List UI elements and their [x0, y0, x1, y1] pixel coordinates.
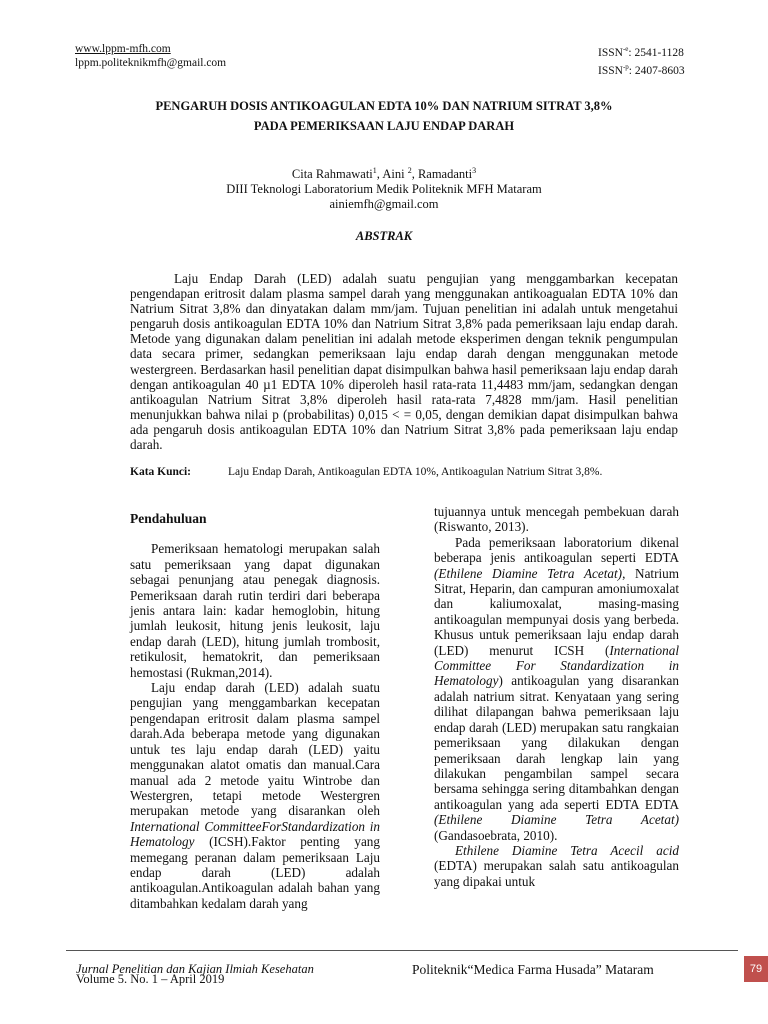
keywords [130, 466, 678, 478]
paragraph-2: Laju endap darah (LED) adalah suatu pengujian yang menggambarkan kecepatan pengendapan eritrosit dalam plasma sampel darah.Ada beberapa metode yang digunakan untuk tes laju endap darah (LED) yaitu menggunakan alatot omatis dan manual.Cara manual ada 2 metode yaitu Wintrobe dan Westergren, tetapi metode Westergren merupakan metode yang disarankan oleh International CommitteeForStandardization in Hematology (ICSH).Faktor penting yang memegang peranan dalam pemeriksaan Laju endap darah (LED) adalah antikoagulan.Antikoagulan adalah bahan yang ditambahkan kedalam darah yang [130, 680, 380, 911]
keywords-label: Kata Kunci: [130, 466, 192, 478]
author-affiliation: DIII Teknologi Laboratorium Medik Politeknik MFH Mataram [226, 182, 542, 197]
footer-journal: Jurnal Penelitian dan Kajian Ilmiah Kesehatan [76, 962, 314, 976]
abstract-text: Laju Endap Darah (LED) adalah suatu pengujian yang menggambarkan kecepatan pengendapan eritrosit dalam plasma sampel darah yang menggunakan antikoagualan EDTA 10% dan Natrium Sitrat 3,8% dan dinyatakan dalam mm/jam. Tujuan penelitian ini adalah untuk mengetahui pengaruh dosis antikoagulan EDTA 10% dan Natrium Sitrat 3,8% pada pemeriksaan laju endap darah. Metode yang digunakan dalam penelitian ini adalah metode eksperimen dengan teknik pengumpulan data secara primer, sedangkan pemeriksaan laju endap darah dengan menggunakan metode westergreen. Berdasarkan hasil penelitian dapat disimpulkan bahwa hasil pemeriksaan laju endap darah dengan antikoagulan 40 µ1 EDTA 10% diperoleh hasil rata-rata 11,4483 mm/jam, sedangkan dengan antikoagulan Natrium Sitrat 3,8% diperoleh hasil rata-rata 7,4828 mm/jam. Hasil penelitian menunjukkan bahwa nilai p (probabilitas) 0,015 < = 0,05, dengan demikian dapat disimpulkan bahwa ada pengaruh dosis antikoagulan EDTA 10% dan Natrium Sitrat 3,8% pada pemeriksaan laju endap darah. [130, 271, 678, 453]
paragraph-4: Ethilene Diamine Tetra Acecil acid (EDTA) merupakan salah satu antikoagulan yang dipakai untuk [434, 842, 679, 889]
section-heading: Pendahuluan [130, 511, 207, 526]
title-line-1: PENGARUH DOSIS ANTIKOAGULAN EDTA 10% DAN NATRIUM SITRAT 3,8% [155, 99, 613, 113]
footer-institution: Politeknik“Medica Farma Husada” Mataram [412, 962, 654, 977]
paragraph-1: Pemeriksaan hematologi merupakan salah satu pemeriksaan yang dapat digunakan sebagai penunjang atau penegak diagnosis. Pemeriksaan darah rutin terdiri dari beberapa jenis antara lain: kadar hemoglobin, hitung jumlah leukosit, hitung jenis leukosit, laju endap darah (LED), hitung jumlah trombosit, retikulosit, hematokrit, dan pemeriksaan hemostasi (Rukman,2014). [130, 541, 380, 680]
keywords-list: Laju Endap Darah, Antikoagulan EDTA 10%, Antikoagulan Natrium Sitrat 3,8%. [228, 466, 603, 478]
abstract-heading: ABSTRAK [355, 229, 413, 243]
footer-rule [66, 950, 738, 951]
author-block [100, 163, 668, 212]
body-column-left [130, 511, 380, 911]
issn-electronic: $ISSN^{-e}$: 2541-1128 [598, 45, 684, 59]
paragraph-2-continued: tujuannya untuk mencegah pembekuan darah (Riswanto, 2013). [434, 504, 679, 535]
paper-title [100, 96, 668, 136]
paragraph-3: Pada pemeriksaan laboratorium dikenal beberapa jenis antikoagulan seperti EDTA (Ethilene Diamine Tetra Acetat), Natrium Sitrat, Heparin, dan campuran amoniumoxalat dan kaliumoxalat, masing-masing antikoagulan mempunyai dosis yang berbeda. Khusus untuk pemeriksaan laju endap darah (LED) menurut ICSH (International Committee For Standardization in Hematology) antikoagulan yang disarankan adalah natrium sitrat. Kenyataan yang sering dilihat dilapangan bahwa pemeriksaan laju endap darah (LED) merupakan satu rangkaian pemeriksaan yang dilakukan dengan pemeriksaan darah lengkap lain yang dilakukan pengambilan sampel secara bersama sehingga sering ditambahkan dengan antikoagulan yang ada seperti EDTA EDTA (Ethilene Diamine Tetra Acetat) (Gandasoebrata, 2010). [434, 534, 680, 843]
author-email: ainiemfh@gmail.com [329, 197, 439, 212]
title-line-2: PADA PEMERIKSAAN LAJU ENDAP DARAH [253, 119, 515, 133]
page-number: 79 [744, 956, 768, 982]
issn-print: $ISSN^{-p}$: 2407-8603 [598, 62, 685, 77]
header-left [75, 42, 226, 70]
body-column-right [434, 504, 679, 889]
header-email: lppm.politeknikmfh@gmail.com [75, 57, 227, 69]
website-link[interactable]: www.lppm-mfh.com [75, 43, 171, 55]
author-names: Cita Rahmawati$^1$, Aini $^2$, Ramadanti$^3$ [291, 166, 477, 182]
footer-volume: Volume 5. No. 1 – April 2019 [76, 972, 225, 986]
header-right [598, 42, 685, 78]
